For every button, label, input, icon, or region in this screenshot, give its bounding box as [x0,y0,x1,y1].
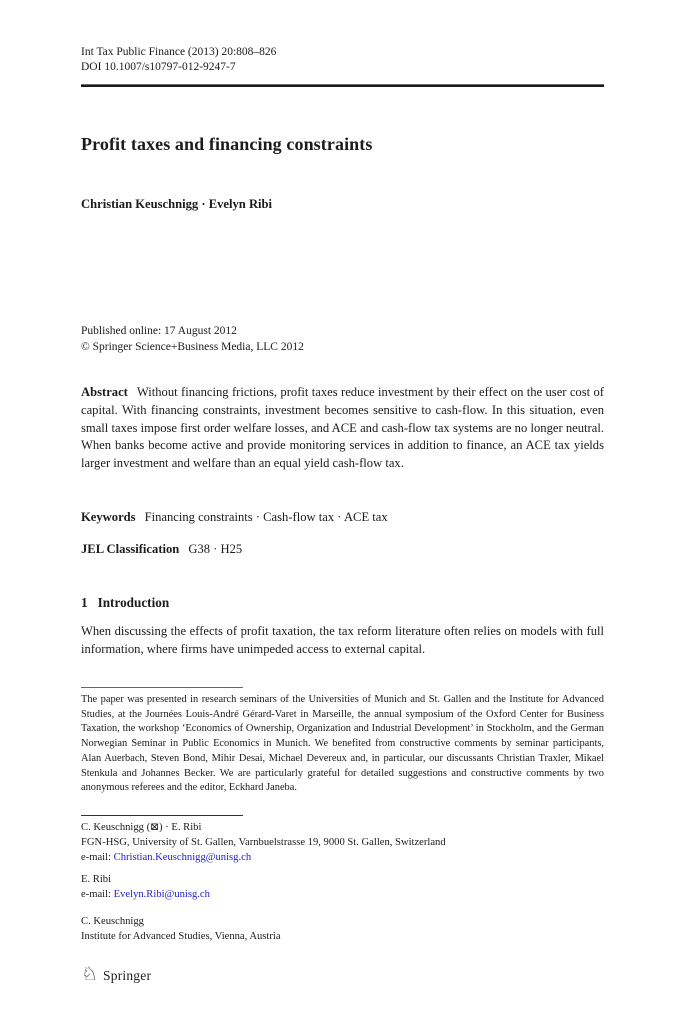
footnote-rule [81,687,243,688]
jel-label: JEL Classification [81,542,180,556]
published-online-line: Published online: 17 August 2012 [81,325,237,337]
corresponding-author-line: C. Keuschnigg (⊠) · E. Ribi [81,822,202,833]
email-prefix: e-mail: [81,852,114,863]
affiliation-line: FGN-HSG, University of St. Gallen, Varnbuelstrasse 19, 9000 St. Gallen, Switzerland [81,837,446,848]
acknowledgements-footnote: The paper was presented in research seminars of the Universities of Munich and St. Gallen and the Institute for Advanced Studies, at the Journées Louis-André Gérard-Varet in Marseille, the annual symposium of the Oxford Center for Business Taxation, the workshop ‘Economics of Ownership, Organization and Industrial Development’ in Stockholm, and the German Norwegian Seminar in Public Economics in Munich. We benefited from constructive comments by seminar participants, Alan Auerbach, Steven Bond, Mihir Desai, Michael Devereux and, in particular, our discussants Christian Traxler, Mikael Stenkula and Johannes Becker. We are particularly grateful for detailed suggestions and constructive comments by two anonymous referees and the editor, Eckhard Janeba. [81,694,604,794]
abstract-text: Without financing frictions, profit taxes reduce investment by their effect on the user cost of capital. With financing constraints, investment becomes sensitive to cash-flow. In this situation, even small taxes impose first order welfare losses, and ACE and cash-flow tax systems are no longer neutral. When banks become active and provide monitoring services in addition to finance, an ACE tax yields larger investment and welfare than an equal yield cash-flow tax. [81,385,604,471]
intro-paragraph: When discussing the effects of profit taxation, the tax reform literature often relies on models with full information, where firms have unimpeded access to external capital. [81,624,604,656]
publisher-name: Springer [103,967,152,983]
email-prefix: e-mail: [81,889,114,900]
author-name-line: E. Ribi [81,874,112,885]
jel-text: G38 · H25 [188,542,243,556]
author-contact-block [81,820,604,944]
address-rule [81,815,243,816]
email-line [81,850,604,865]
springer-knight-icon: ♘ [81,963,99,985]
abstract-paragraph [81,384,604,473]
section-number: 1 [81,595,88,610]
author-name-line: C. Keuschnigg [81,916,144,927]
keywords-line [81,510,604,525]
keywords-label: Keywords [81,510,136,524]
publisher-logo [81,963,604,985]
abstract-label: Abstract [81,385,128,399]
doi-line: DOI 10.1007/s10797-012-9247-7 [81,60,236,73]
contact-group-ribi [81,872,604,902]
header-rule [81,84,604,87]
publication-info [81,323,604,355]
jel-line [81,542,604,557]
copyright-line: © Springer Science+Business Media, LLC 2012 [81,341,304,353]
keywords-text: Financing constraints · Cash-flow tax · ACE tax [144,510,388,524]
contact-group-keuschnigg-ribi [81,820,604,865]
journal-citation: Int Tax Public Finance (2013) 20:808–826 [81,46,277,58]
email-line [81,887,604,902]
section-title: Introduction [97,595,170,610]
affiliation-line: Institute for Advanced Studies, Vienna, Austria [81,931,281,942]
contact-group-keuschnigg-ihs [81,914,604,944]
running-head [81,45,604,74]
email-link-keuschnigg[interactable]: Christian.Keuschnigg@unisg.ch [113,852,252,863]
section-heading [81,595,604,611]
page-title: Profit taxes and financing constraints [81,134,373,154]
email-link-ribi[interactable]: Evelyn.Ribi@unisg.ch [113,889,210,900]
author-line: Christian Keuschnigg · Evelyn Ribi [81,197,273,211]
